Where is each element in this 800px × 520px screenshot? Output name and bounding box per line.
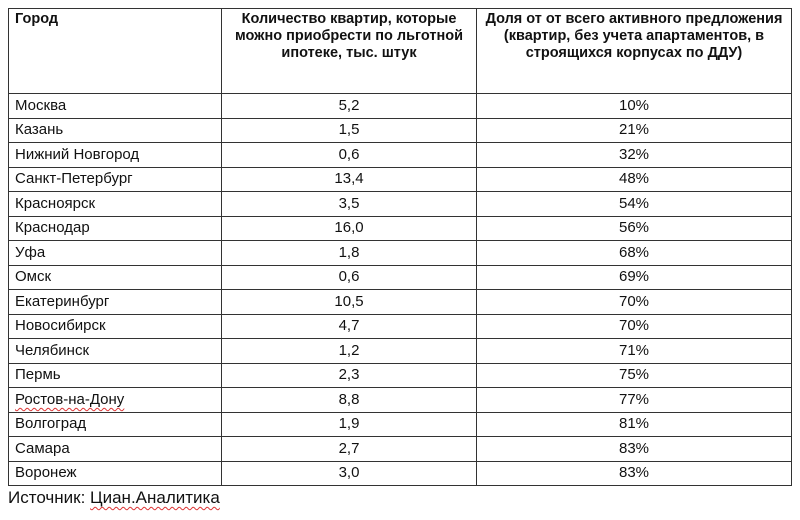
cell-count: 1,2: [222, 339, 477, 364]
cell-city: Уфа: [9, 241, 222, 266]
cell-count: 10,5: [222, 290, 477, 315]
source-label: Источник:: [8, 488, 91, 507]
cell-share: 77%: [477, 388, 792, 413]
cell-city: Краснодар: [9, 216, 222, 241]
data-table: [8, 8, 792, 486]
cell-share: 68%: [477, 241, 792, 266]
header-share: Доля от от всего активного предложения (квартир, без учета апартаментов, в строящихся корпусах по ДДУ): [477, 9, 792, 94]
cell-count: 4,7: [222, 314, 477, 339]
header-row: [9, 9, 792, 94]
cell-city: Екатеринбург: [9, 290, 222, 315]
cell-count: 2,3: [222, 363, 477, 388]
cell-city: Челябинск: [9, 339, 222, 364]
cell-count: 3,5: [222, 192, 477, 217]
cell-city: Казань: [9, 118, 222, 143]
cell-share: 71%: [477, 339, 792, 364]
header-city: Город: [9, 9, 222, 94]
cell-city-text: Ростов-на-Дону: [15, 390, 125, 408]
cell-share: 54%: [477, 192, 792, 217]
table-row: [9, 290, 792, 315]
cell-share: 21%: [477, 118, 792, 143]
cell-share: 32%: [477, 143, 792, 168]
cell-city: Санкт-Петербург: [9, 167, 222, 192]
cell-share: 75%: [477, 363, 792, 388]
cell-count: 5,2: [222, 94, 477, 119]
table-row: [9, 314, 792, 339]
source-name: Циан.Аналитика: [90, 488, 220, 507]
cell-count: 3,0: [222, 461, 477, 486]
cell-city: Новосибирск: [9, 314, 222, 339]
table-body: [9, 94, 792, 486]
cell-count: 1,8: [222, 241, 477, 266]
cell-city: Самара: [9, 437, 222, 462]
cell-count: 8,8: [222, 388, 477, 413]
cell-share: 70%: [477, 314, 792, 339]
cell-share: 10%: [477, 94, 792, 119]
cell-share: 48%: [477, 167, 792, 192]
cell-count: 2,7: [222, 437, 477, 462]
cell-count: 16,0: [222, 216, 477, 241]
table-row: [9, 167, 792, 192]
cell-city: [9, 388, 222, 413]
cell-city: Красноярск: [9, 192, 222, 217]
table-row: [9, 94, 792, 119]
source-note: [8, 488, 220, 508]
cell-city: Пермь: [9, 363, 222, 388]
table-row: [9, 241, 792, 266]
cell-count: 1,9: [222, 412, 477, 437]
table-row: [9, 118, 792, 143]
cell-share: 70%: [477, 290, 792, 315]
cell-share: 83%: [477, 437, 792, 462]
cell-share: 83%: [477, 461, 792, 486]
table-row: [9, 412, 792, 437]
table-row: [9, 265, 792, 290]
cell-count: 0,6: [222, 265, 477, 290]
table-row: [9, 339, 792, 364]
cell-city: Волгоград: [9, 412, 222, 437]
cell-count: 0,6: [222, 143, 477, 168]
table-row: [9, 461, 792, 486]
cell-city: Омск: [9, 265, 222, 290]
cell-count: 13,4: [222, 167, 477, 192]
cell-city: Воронеж: [9, 461, 222, 486]
table-row: [9, 192, 792, 217]
table-row: [9, 143, 792, 168]
table-row: [9, 437, 792, 462]
cell-city: Нижний Новгород: [9, 143, 222, 168]
table-row: [9, 363, 792, 388]
cell-share: 69%: [477, 265, 792, 290]
table-row: [9, 216, 792, 241]
cell-city: Москва: [9, 94, 222, 119]
cell-share: 56%: [477, 216, 792, 241]
cell-count: 1,5: [222, 118, 477, 143]
cell-share: 81%: [477, 412, 792, 437]
header-count: Количество квартир, которые можно приобрести по льготной ипотеке, тыс. штук: [222, 9, 477, 94]
table-row: [9, 388, 792, 413]
